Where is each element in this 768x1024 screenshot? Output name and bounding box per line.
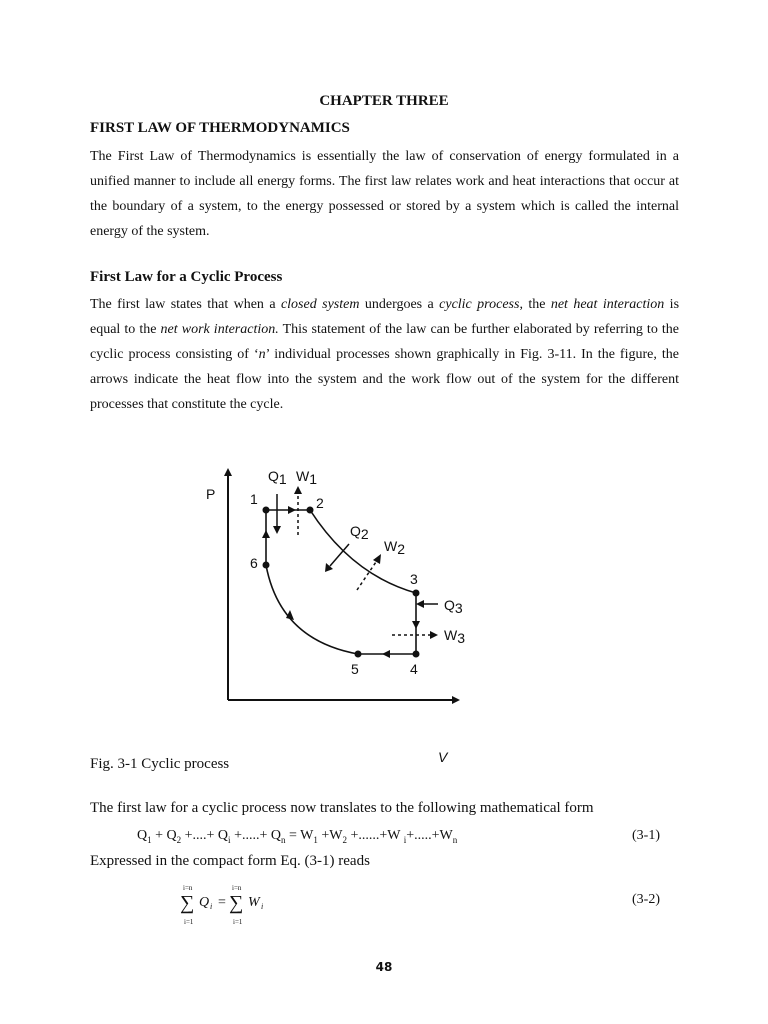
equation-number-3-2: (3-2) (632, 892, 660, 907)
svg-text:i=1: i=1 (184, 918, 194, 926)
svg-text:Q: Q (199, 895, 210, 910)
equation-number-3-1: (3-1) (632, 828, 660, 843)
equation-3-2 (178, 880, 278, 928)
w1-label: W1 (296, 468, 318, 487)
svg-text:i=1: i=1 (233, 918, 243, 926)
q3-label: Q3 (444, 597, 463, 616)
work-arrow-w1 (294, 486, 302, 494)
compact-form-intro: Expressed in the compact form Eq. (3-1) reads (90, 853, 370, 869)
work-arrow-w3 (430, 631, 438, 639)
w3-label: W3 (444, 627, 466, 646)
direction-arrow (262, 530, 270, 538)
work-arrow-w2 (373, 554, 381, 564)
svg-text:i=n: i=n (183, 884, 193, 892)
svg-text:W: W (248, 895, 260, 910)
q1-label: Q1 (268, 468, 287, 487)
cyclic-process-figure (195, 455, 485, 770)
direction-arrow (288, 506, 296, 514)
cyclic-process-paragraph: The first law states that when a closed system undergoes a cyclic process, the net heat interaction is equal to the net work interaction. This statement of the law can be further elaborated by referring to the cyclic process consisting of ‘n’ individual processes shown graphically in Fig. 3-11. In the figure, the arrows indicate the heat flow into the system and the work flow out of the system for the different processes that constitute the cycle. (90, 297, 680, 412)
heat-arrow-q1 (273, 526, 281, 534)
point-label-5: 5 (351, 661, 359, 677)
point-label-3: 3 (410, 571, 418, 587)
intro-paragraph: The First Law of Thermodynamics is essentially the law of conservation of energy formulated in a unified manner to include all energy forms. The first law relates work and heat interactions that occur at the boundary of a system, to the energy possessed or stored by a system which is called the internal energy of the system. (90, 149, 679, 239)
cycle-path (266, 510, 416, 654)
figure-caption: Fig. 3-1 Cyclic process (90, 756, 230, 772)
direction-arrow (412, 621, 420, 629)
direction-arrow (382, 650, 390, 658)
w2-label: W2 (384, 538, 406, 557)
svg-text:i: i (261, 902, 264, 911)
x-axis-label: V (438, 749, 448, 765)
point-label-2: 2 (316, 495, 324, 511)
subsection-heading: First Law for a Cyclic Process (90, 269, 283, 285)
q2-label: Q2 (350, 523, 369, 542)
chapter-title: CHAPTER THREE (319, 93, 449, 109)
svg-text:i=n: i=n (232, 884, 242, 892)
page-number: 48 (375, 960, 393, 974)
equation-3-1: $Q_1 + Q_2$ +....+ $Q_i$ +.....+ $Q_n = W_1 +W_2 +......+W$ $_i+.....+W_n$ (137, 828, 458, 845)
equation-intro: The first law for a cyclic process now translates to the following mathematical form (90, 800, 594, 816)
point-label-4: 4 (410, 661, 418, 677)
sigma-left: ∑ (180, 892, 195, 914)
heat-arrow-q3 (416, 600, 424, 608)
svg-text:=: = (218, 895, 226, 910)
y-axis-label: P (206, 486, 216, 502)
state-points (263, 507, 420, 658)
svg-text:i: i (210, 902, 213, 911)
point-label-1: 1 (250, 491, 258, 507)
point-label-6: 6 (250, 555, 258, 571)
sigma-right: ∑ (229, 892, 244, 914)
section-heading: FIRST LAW OF THERMODYNAMICS (90, 120, 350, 136)
